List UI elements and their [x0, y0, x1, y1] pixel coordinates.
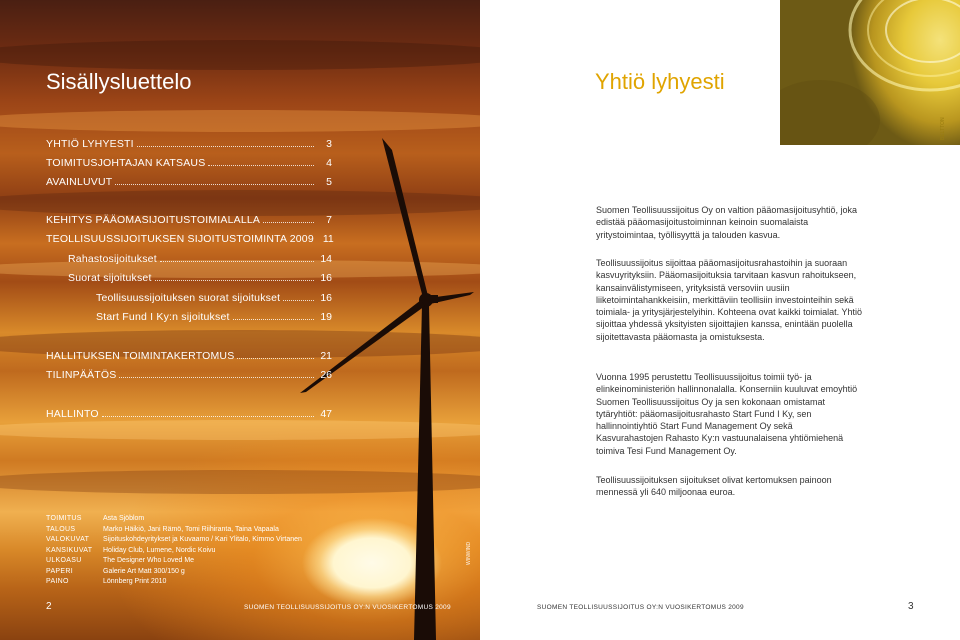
toc-page: 11 [322, 233, 334, 245]
body-paragraph: Vuonna 1995 perustettu Teollisuussijoitus toimii työ- ja elinkeinoministeriön hallinnonalalla. Konserniin kuuluvat emoyhtiö Suomen Teollisuussijoitus Oy ja sen kokonaan omistamat tytäryhtiöt: pääomasijoitusrahasto Start Fund I Ky, sen hallinnointiyhtiö Start Fund Management Oy sekä Kasvurahastojen Rahasto Ky:n vastuunalaisena yhtiömiehenä toimiva Tesi Fund Management Oy. [596, 372, 858, 456]
toc-page: 16 [320, 292, 332, 304]
toc-entry[interactable] [46, 348, 332, 362]
toc-label: TILINPÄÄTÖS [46, 369, 117, 381]
toc-page: 14 [320, 253, 332, 265]
toc-label: Suorat sijoitukset [68, 272, 152, 284]
credit-key: KANSIKUVAT [46, 546, 93, 554]
toc-entry[interactable] [96, 309, 332, 323]
toc-entry[interactable] [46, 155, 332, 169]
dot-leader [155, 280, 314, 281]
toc-label: Teollisuussijoituksen suorat sijoitukset [96, 292, 281, 304]
toc-entry[interactable] [46, 136, 332, 150]
credit-row [46, 556, 302, 567]
toc-label: TEOLLISUUSSIJOITUKSEN SIJOITUSTOIMINTA 2009 [46, 233, 314, 245]
credit-row [46, 514, 302, 525]
toc-label: Start Fund I Ky:n sijoitukset [96, 311, 230, 323]
dot-leader [115, 184, 314, 185]
toc-label: Rahastosijoitukset [68, 253, 157, 265]
credit-value: Lönnberg Print 2010 [103, 578, 167, 585]
toc-label: KEHITYS PÄÄOMASIJOITUSTOIMIALALLA [46, 214, 261, 226]
credit-row [46, 525, 302, 536]
credit-value: The Designer Who Loved Me [103, 557, 195, 564]
credit-row [46, 577, 302, 588]
dot-leader [102, 416, 314, 417]
header-photo-gold [780, 0, 960, 145]
credit-value: Marko Häikiö, Jani Rämö, Tomi Riihiranta, Taina Vapaala [103, 525, 279, 533]
photo-caption: WINWIND [466, 541, 472, 565]
dot-leader [137, 146, 314, 147]
dot-leader [160, 261, 314, 262]
body-paragraph: Teollisuussijoituksen sijoitukset olivat kertomuksen painoon mennessä yli 640 miljoonaa euroa. [596, 475, 832, 498]
toc-entry[interactable] [46, 406, 332, 420]
toc-page: 26 [320, 369, 332, 381]
dot-leader [208, 165, 314, 166]
credit-key: TOIMITUS [46, 515, 82, 522]
toc-entry[interactable] [46, 367, 332, 381]
body-paragraph: Teollisuussijoitus sijoittaa pääomasijoitusrahastoihin ja suoraan kasvuyrityksiin. Pääomasijoituksia tarvitaan kasvun rahoitukseen, kansainvälistymiseen, yrityksistä versoviin uusiin liiketoimintahankkeisiin, merkittäviin teollisiin investointeihin sekä toimiala- ja yritysjärjestelyihin. Kohteena ovat kaikki toimialat. Yhtiö sijoittaa yhdessä yksityisten sijoittajien kanssa, enintään puolella sijoitettavasta pääomasta ja omistuksesta. [596, 258, 862, 342]
section-title: Yhtiö lyhyesti [595, 69, 725, 94]
running-footer: SUOMEN TEOLLISUUSSIJOITUS OY:N VUOSIKERTOMUS 2009 [537, 604, 744, 611]
dot-leader [233, 319, 314, 320]
toc-label: TOIMITUSJOHTAJAN KATSAUS [46, 157, 206, 169]
dot-leader [263, 222, 314, 223]
dot-leader [237, 358, 314, 359]
toc-entry[interactable] [68, 251, 332, 265]
toc-entry[interactable] [46, 231, 332, 245]
toc-page: 4 [326, 157, 332, 169]
toc-page: 19 [320, 311, 332, 323]
credit-value: Asta Sjöblom [103, 515, 145, 522]
dot-leader [119, 377, 314, 378]
gold-disc-graphic [780, 0, 960, 145]
toc-entry[interactable] [68, 270, 332, 284]
running-footer: SUOMEN TEOLLISUUSSIJOITUS OY:N VUOSIKERTOMUS 2009 [244, 604, 451, 611]
toc-title: Sisällysluettelo [46, 69, 192, 94]
toc-entry[interactable] [96, 290, 332, 304]
toc-page: 16 [320, 272, 332, 284]
toc-label: AVAINLUVUT [46, 176, 113, 188]
toc-page: 3 [326, 138, 332, 150]
page-number: 3 [908, 601, 914, 612]
toc-page: 21 [320, 350, 332, 362]
toc-label: HALLITUKSEN TOIMINTAKERTOMUS [46, 350, 235, 362]
credit-value: Holiday Club, Lumene, Nordic Koivu [103, 546, 216, 554]
credit-value: Sijoituskohdeyritykset ja Kuvaamo / Kari Ylitalo, Kimmo Virtanen [103, 536, 302, 543]
credit-key: PAINO [46, 578, 69, 585]
toc-entry[interactable] [46, 174, 332, 188]
photo-caption: BELTTON [940, 117, 946, 140]
credit-row [46, 567, 302, 578]
credit-row [46, 546, 302, 557]
credit-key: VALOKUVAT [46, 536, 90, 543]
toc-page: 47 [320, 408, 332, 420]
credit-key: ULKOASU [46, 557, 82, 564]
toc-label: YHTIÖ LYHYESTI [46, 138, 134, 150]
toc-page: 7 [326, 214, 332, 226]
credit-key: PAPERI [46, 567, 73, 575]
dot-leader [283, 300, 314, 301]
page-number: 2 [46, 601, 52, 612]
toc-label: HALLINTO [46, 408, 99, 420]
credit-row [46, 535, 302, 546]
credit-value: Galerie Art Matt 300/150 g [103, 567, 185, 575]
toc-page: 5 [326, 176, 332, 188]
credits-block [46, 514, 302, 588]
body-paragraph: Suomen Teollisuussijoitus Oy on valtion pääomasijoitusyhtiö, joka edistää pääomasijoitustoiminnan keinoin suomalaista yritystoimintaa, työllisyyttä ja talouden kasvua. [596, 205, 857, 240]
credit-key: TALOUS [46, 525, 76, 533]
toc-entry[interactable] [46, 212, 332, 226]
